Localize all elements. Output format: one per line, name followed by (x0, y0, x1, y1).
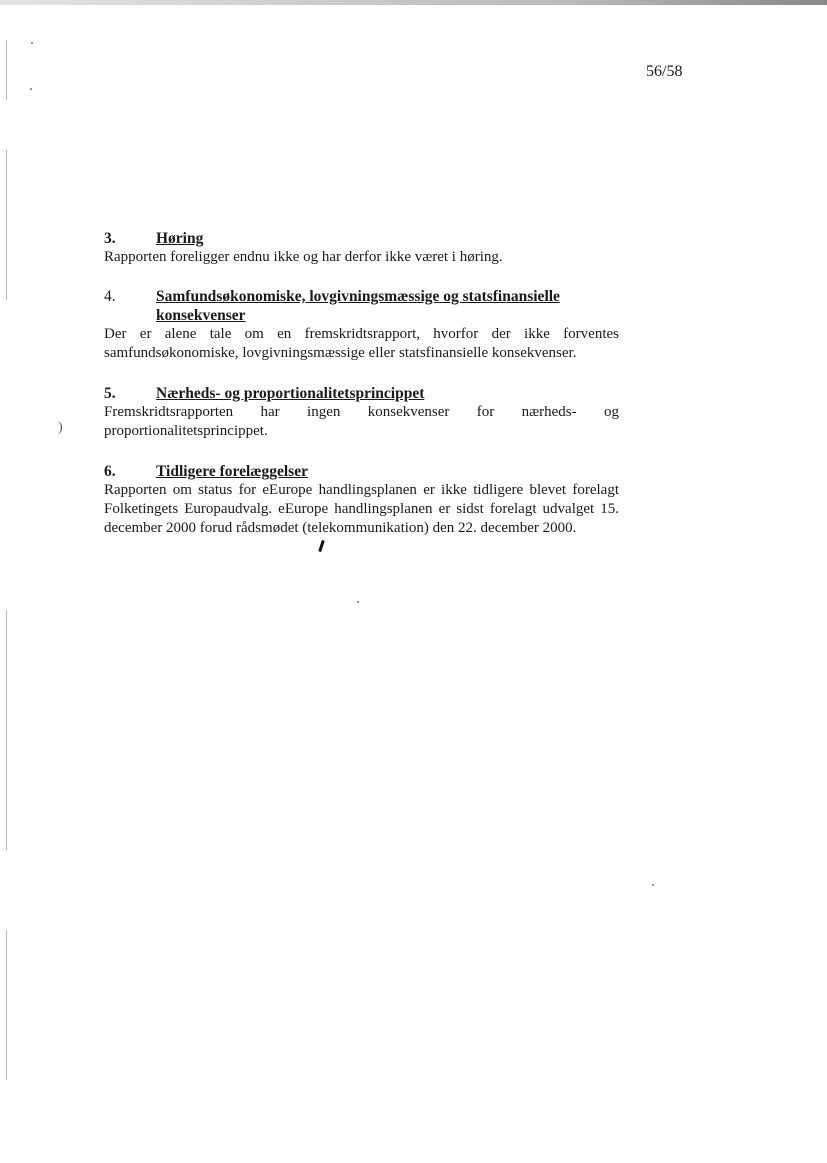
scan-edge-left (6, 150, 7, 300)
scan-edge-left (6, 610, 7, 850)
section-number: 6. (104, 463, 116, 480)
section-horing (104, 229, 619, 267)
section-konsekvenser (104, 287, 619, 363)
section-title: Nærheds- og proportionalitetsprincippet (156, 385, 425, 402)
section-number: 3. (104, 230, 116, 247)
section-body: Fremskridtsrapporten har ingen konsekvenser for nærheds- og proportionalitetsprincippet. (104, 404, 619, 439)
section-title-line1: Samfundsøkonomiske, lovgivningsmæssige og statsfinansielle (156, 288, 560, 305)
section-naerhedsprincippet (104, 384, 619, 441)
margin-mark: ) (58, 420, 63, 435)
scan-edge-left (6, 930, 7, 1080)
section-body: Rapporten om status for eEurope handlingsplanen er ikke tidligere blevet forelagt Folketingets Europaudvalg. eEurope handlingsplanen er sidst forelagt udvalget 15. december 2000 forud rådsmødet (telekommunikation) den 22. december 2000. (104, 482, 619, 536)
scan-speck (652, 884, 654, 886)
section-number: 5. (104, 385, 116, 402)
section-heading (104, 229, 619, 248)
section-forelaeggelser (104, 462, 619, 538)
scan-speck (31, 42, 33, 44)
section-title: Tidligere forelæggelser (156, 463, 308, 480)
section-heading (104, 287, 619, 325)
page-number: 56/58 (646, 63, 683, 80)
section-title: Høring (156, 230, 204, 247)
section-heading (104, 462, 619, 481)
section-title-line2: konsekvenser (156, 307, 246, 324)
scan-edge-top (0, 0, 827, 5)
section-body: Der er alene tale om en fremskridtsrapport, hvorfor der ikke forventes samfundsøkonomiske, lovgivningsmæssige eller statsfinansielle konsekvenser. (104, 326, 619, 361)
section-number: 4. (104, 288, 116, 305)
scan-edge-left (6, 40, 7, 100)
section-body: Rapporten foreligger endnu ikke og har derfor ikke været i høring. (104, 249, 503, 265)
section-heading (104, 384, 619, 403)
scan-speck (30, 88, 32, 90)
pen-tick-mark (318, 540, 325, 552)
scan-speck (357, 601, 359, 603)
